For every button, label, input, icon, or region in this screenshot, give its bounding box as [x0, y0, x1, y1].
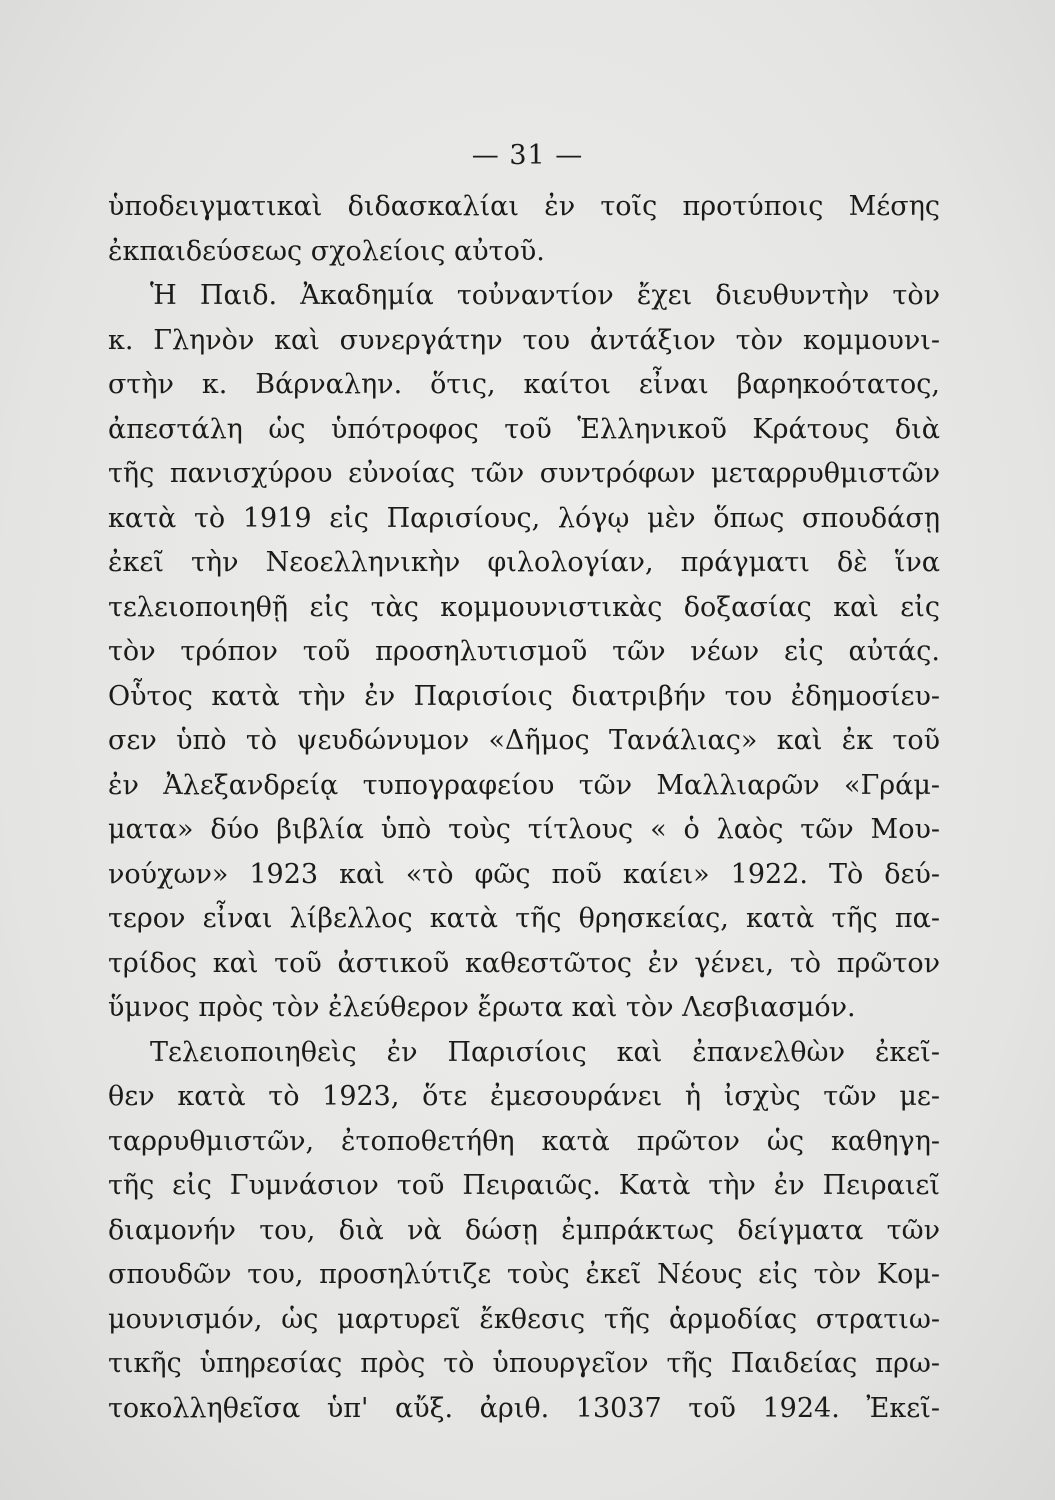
text-line: διαμονήν του, διὰ νὰ δώσῃ ἐμπράκτως δείγματα τῶν — [108, 1214, 940, 1246]
text-line: τῆς πανισχύρου εὐνοίας τῶν συντρόφων μεταρρυθμιστῶν — [108, 458, 940, 489]
text-line: ἐκπαιδεύσεως σχολείοις αὐτοῦ. — [108, 235, 545, 267]
text-line: τῆς εἰς Γυμνάσιον τοῦ Πειραιῶς. Κατὰ τὴν ἐν Πειραιεῖ — [108, 1170, 940, 1201]
text-line: Τελειοποιηθεὶς ἐν Παρισίοις καὶ ἐπανελθὼν ἐκεῖ- — [150, 1036, 940, 1068]
text-line: στὴν κ. Βάρναλην. ὅτις, καίτοι εἶναι βαρηκοότατος, — [108, 369, 940, 400]
text-line: ἀπεστάλη ὡς ὑπότροφος τοῦ Ἑλληνικοῦ Κράτους διὰ — [108, 413, 940, 445]
text-line: τοκολληθεῖσα ὑπ' αὔξ. ἀριθ. 13037 τοῦ 1924. Ἐκεῖ- — [108, 1392, 940, 1424]
text-line: Ἡ Παιδ. Ἀκαδημία τοὐναντίον ἔχει διευθυντὴν τὸν — [150, 280, 940, 311]
text-line: ταρρυθμιστῶν, ἐτοποθετήθη κατὰ πρῶτον ὡς καθηγη- — [108, 1125, 940, 1157]
text-line: σπουδῶν του, προσηλύτιζε τοὺς ἐκεῖ Νέους εἰς τὸν Κομ- — [108, 1259, 940, 1290]
page-number: — 31 — — [471, 140, 584, 171]
text-line: κ. Γληνὸν καὶ συνεργάτην του ἀντάξιον τὸν κομμουνι- — [108, 324, 940, 356]
text-line: ἐν Ἀλεξανδρείᾳ τυπογραφείου τῶν Μαλλιαρῶν «Γράμ- — [108, 769, 940, 801]
text-line: νούχων» 1923 καὶ «τὸ φῶς ποῦ καίει» 1922. Τὸ δεύ- — [108, 858, 940, 890]
text-line: Οὗτος κατὰ τὴν ἐν Παρισίοις διατριβήν του ἐδημοσίευ- — [108, 680, 940, 712]
text-line: ἐκεῖ τὴν Νεοελληνικὴν φιλολογίαν, πράγματι δὲ ἵνα — [108, 547, 940, 578]
text-line: τελειοποιηθῇ εἰς τὰς κομμουνιστικὰς δοξασίας καὶ εἰς — [108, 591, 940, 623]
text-line: τρίδος καὶ τοῦ ἀστικοῦ καθεστῶτος ἐν γένει, τὸ πρῶτον — [108, 947, 940, 979]
text-line: μουνισμόν, ὡς μαρτυρεῖ ἔκθεσις τῆς ἁρμοδίας στρατιω- — [108, 1303, 940, 1335]
text-line: κατὰ τὸ 1919 εἰς Παρισίους, λόγῳ μὲν ὅπως σπουδάσῃ — [108, 502, 940, 534]
text-line: σεν ὑπὸ τὸ ψευδώνυμον «Δῆμος Τανάλιας» καὶ ἐκ τοῦ — [108, 725, 940, 756]
body-text — [108, 185, 940, 1431]
text-line: θεν κατὰ τὸ 1923, ὅτε ἐμεσουράνει ἡ ἰσχὺς τῶν με- — [108, 1081, 940, 1112]
text-line: ὑποδειγματικαὶ διδασκαλίαι ἐν τοῖς προτύποις Μέσης — [108, 191, 940, 222]
text-line: τὸν τρόπον τοῦ προσηλυτισμοῦ τῶν νέων εἰς αὐτάς. — [108, 636, 940, 667]
text-line: τικῆς ὑπηρεσίας πρὸς τὸ ὑπουργεῖον τῆς Παιδείας πρω- — [108, 1348, 940, 1379]
text-line: ματα» δύο βιβλία ὑπὸ τοὺς τίτλους « ὁ λαὸς τῶν Μου- — [108, 814, 940, 845]
text-line: ὕμνος πρὸς τὸν ἐλεύθερον ἔρωτα καὶ τὸν Λεσβιασμόν. — [108, 992, 856, 1023]
text-line: τερον εἶναι λίβελλος κατὰ τῆς θρησκείας, κατὰ τῆς πα- — [108, 903, 940, 934]
